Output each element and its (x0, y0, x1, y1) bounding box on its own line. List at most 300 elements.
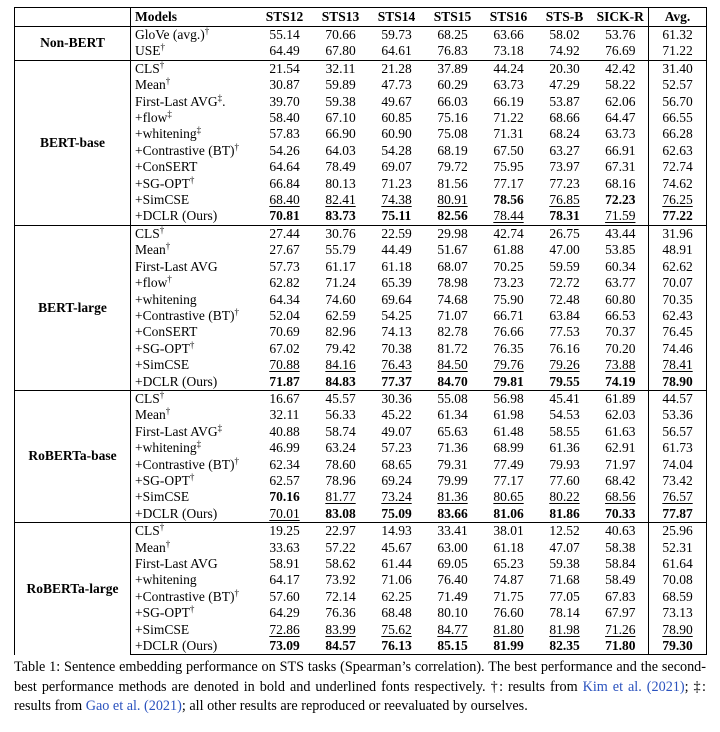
score-value: 68.24 (549, 126, 580, 142)
score-value: 68.66 (549, 110, 580, 126)
table-cell (257, 489, 313, 505)
table-cell (313, 357, 369, 373)
table-cell (425, 176, 481, 192)
avg-value: 78.90 (662, 621, 693, 637)
table-cell (257, 638, 313, 655)
footnote-mark: † (165, 76, 171, 87)
table-cell (425, 572, 481, 588)
table-cell (593, 208, 649, 225)
model-name: +DCLR (Ours) (135, 638, 218, 654)
table-cell (313, 622, 369, 638)
model-name-cell (131, 208, 257, 225)
score-value: 71.31 (493, 126, 524, 142)
score-value: 67.83 (605, 588, 636, 604)
table-cell (537, 242, 593, 258)
table-cell (257, 424, 313, 440)
score-value: 71.49 (437, 588, 468, 604)
caption-label: Table 1: (14, 659, 61, 675)
score-value: 78.31 (549, 208, 580, 224)
score-value: 46.99 (269, 440, 300, 456)
avg-value: 70.35 (662, 291, 693, 307)
score-value: 78.44 (493, 208, 524, 224)
footnote-mark: † (165, 406, 171, 417)
table-cell (649, 473, 707, 489)
score-value: 66.03 (437, 93, 468, 109)
table-cell (313, 506, 369, 523)
table-cell (257, 27, 313, 44)
table-cell (649, 540, 707, 556)
footnote-mark: ‡ (217, 92, 223, 103)
score-value: 77.53 (549, 324, 580, 340)
score-value: 79.81 (493, 373, 524, 389)
score-value: 77.23 (549, 175, 580, 191)
score-value: 60.34 (605, 258, 636, 274)
table-cell (649, 27, 707, 44)
table-cell (257, 341, 313, 357)
caption-text-1: Sentence embedding performance on STS tasks (Spearman’s correlation). The best performance and the second-best performance methods are denoted in bold and underlined fonts respectively. (14, 659, 707, 695)
citation-kim[interactable]: Kim et al. (2021) (582, 678, 685, 695)
footnote-mark: † (159, 224, 165, 235)
score-value: 47.73 (381, 77, 412, 93)
table-cell (649, 275, 707, 291)
score-value: 54.53 (549, 407, 580, 423)
model-name: +flow (135, 110, 168, 126)
avg-value: 74.04 (662, 456, 693, 472)
avg-value: 77.22 (662, 208, 693, 224)
score-value: 39.70 (269, 93, 300, 109)
score-value: 20.30 (549, 60, 580, 76)
table-cell (257, 556, 313, 572)
model-name: +DCLR (Ours) (135, 208, 218, 224)
footnote-mark: † (159, 59, 165, 70)
footnote-mark: † (189, 174, 195, 185)
table-cell (649, 259, 707, 275)
table-cell (537, 638, 593, 655)
table-cell (537, 341, 593, 357)
score-value: 69.07 (381, 159, 412, 175)
table-cell (313, 110, 369, 126)
score-value: 65.39 (381, 275, 412, 291)
score-value: 73.24 (381, 489, 412, 505)
table-cell (481, 341, 537, 357)
score-value: 61.63 (605, 423, 636, 439)
table-cell (257, 259, 313, 275)
score-value: 47.29 (549, 77, 580, 93)
table-cell (369, 192, 425, 208)
score-value: 80.10 (437, 605, 468, 621)
table-cell (593, 341, 649, 357)
table-cell (425, 324, 481, 340)
score-value: 80.22 (549, 489, 580, 505)
column-header-models: Models (131, 8, 257, 27)
score-value: 61.44 (381, 556, 412, 571)
score-value: 43.44 (605, 225, 636, 241)
table-cell (537, 275, 593, 291)
score-value: 61.89 (605, 390, 636, 406)
avg-value: 62.43 (662, 307, 693, 323)
avg-value: 61.64 (662, 556, 693, 571)
footnote-mark: † (234, 306, 239, 317)
group-label: Non-BERT (15, 27, 131, 61)
table-cell (425, 523, 481, 540)
table-cell (537, 308, 593, 324)
score-value: 79.42 (325, 340, 356, 356)
score-value: 70.81 (269, 208, 300, 224)
table-cell (425, 622, 481, 638)
score-value: 59.73 (381, 27, 412, 42)
score-value: 69.64 (381, 291, 412, 307)
avg-value: 70.07 (662, 275, 693, 291)
table-cell (537, 126, 593, 142)
model-name-cell (131, 176, 257, 192)
table-cell (593, 275, 649, 291)
avg-value: 73.13 (662, 605, 693, 621)
table-cell (369, 540, 425, 556)
table-cell (593, 242, 649, 258)
score-value: 79.55 (549, 373, 580, 389)
table-cell (481, 143, 537, 159)
score-value: 71.36 (437, 440, 468, 456)
table-cell (425, 259, 481, 275)
avg-value: 52.57 (662, 77, 693, 93)
avg-value: 62.62 (662, 258, 693, 274)
model-name-cell (131, 556, 257, 572)
score-value: 64.03 (325, 142, 356, 158)
model-name: +Contrastive (BT) (135, 307, 235, 323)
model-name: +DCLR (Ours) (135, 373, 218, 389)
model-name: +ConSERT (135, 159, 198, 175)
table-cell (313, 489, 369, 505)
table-cell (313, 259, 369, 275)
score-value: 68.07 (437, 258, 468, 274)
table-cell (481, 110, 537, 126)
score-value: 33.63 (269, 539, 300, 555)
score-value: 81.36 (437, 489, 468, 505)
score-value: 64.64 (269, 159, 300, 175)
table-row (15, 225, 707, 242)
score-value: 53.76 (605, 27, 636, 42)
table-cell (257, 605, 313, 621)
model-name: Mean (135, 539, 166, 555)
table-cell (649, 110, 707, 126)
score-value: 49.07 (381, 423, 412, 439)
table-cell (369, 473, 425, 489)
score-value: 77.37 (381, 373, 412, 389)
table-cell (313, 440, 369, 456)
score-value: 78.49 (325, 159, 356, 175)
table-cell (649, 192, 707, 208)
table-cell (257, 357, 313, 373)
table-cell (369, 605, 425, 621)
table-cell (537, 192, 593, 208)
model-name: +SG-OPT (135, 472, 190, 488)
score-value: 54.26 (269, 142, 300, 158)
table-caption (14, 658, 706, 717)
footnote-mark: ‡ (217, 422, 223, 433)
table-cell (481, 489, 537, 505)
table-cell (649, 143, 707, 159)
score-value: 71.59 (605, 208, 636, 224)
column-header-sts-b: STS-B (537, 8, 593, 27)
score-value: 57.83 (269, 126, 300, 142)
table-cell (649, 424, 707, 440)
model-name-cell (131, 540, 257, 556)
table-cell (257, 242, 313, 258)
table-cell (313, 292, 369, 308)
footnote-mark: † (234, 141, 239, 152)
table-cell (257, 308, 313, 324)
score-value: 27.44 (269, 225, 300, 241)
score-value: 29.98 (437, 225, 468, 241)
table-cell (593, 94, 649, 110)
table-cell (537, 159, 593, 175)
table-cell (593, 126, 649, 142)
score-value: 42.74 (493, 225, 524, 241)
table-cell (425, 341, 481, 357)
footnote-mark: ‡ (196, 125, 202, 136)
score-value: 81.06 (493, 505, 524, 521)
table-cell (537, 489, 593, 505)
table-cell (257, 225, 313, 242)
table-cell (369, 225, 425, 242)
model-name: +Contrastive (BT) (135, 142, 235, 158)
score-value: 64.49 (269, 43, 300, 59)
score-value: 61.17 (325, 258, 356, 274)
score-value: 76.40 (437, 572, 468, 588)
model-name: +Contrastive (BT) (135, 456, 235, 472)
footnote-mark: ‡ (196, 439, 202, 450)
score-value: 59.38 (325, 93, 356, 109)
column-header-sick-r: SICK-R (593, 8, 649, 27)
score-value: 73.23 (493, 275, 524, 291)
table-cell (313, 208, 369, 225)
model-name-cell (131, 390, 257, 407)
table-cell (593, 43, 649, 60)
score-value: 81.56 (437, 175, 468, 191)
column-header-avg: Avg. (649, 8, 707, 27)
score-value: 47.00 (549, 242, 580, 258)
table-cell (313, 556, 369, 572)
score-value: 70.25 (493, 258, 524, 274)
table-cell (257, 622, 313, 638)
table-cell (313, 572, 369, 588)
table-cell (649, 506, 707, 523)
score-value: 70.33 (605, 505, 636, 521)
table-cell (593, 225, 649, 242)
score-value: 58.22 (605, 77, 636, 93)
score-value: 76.66 (493, 324, 524, 340)
score-value: 77.17 (493, 175, 524, 191)
model-name-cell (131, 143, 257, 159)
model-name-cell (131, 589, 257, 605)
score-value: 79.72 (437, 159, 468, 175)
model-name: First-Last AVG (135, 93, 218, 109)
table-cell (257, 77, 313, 93)
table-cell (593, 506, 649, 523)
table-cell (481, 225, 537, 242)
score-value: 55.14 (269, 27, 300, 42)
footnote-mark: † (167, 274, 172, 285)
table-cell (313, 540, 369, 556)
score-value: 61.34 (437, 407, 468, 423)
table-cell (537, 457, 593, 473)
model-name: USE (135, 43, 161, 59)
score-value: 63.27 (549, 142, 580, 158)
model-name: CLS (135, 60, 160, 76)
score-value: 66.90 (325, 126, 356, 142)
score-value: 61.98 (493, 407, 524, 423)
table-cell (313, 176, 369, 192)
table-cell (481, 390, 537, 407)
table-cell (537, 208, 593, 225)
table-cell (481, 473, 537, 489)
score-value: 63.84 (549, 307, 580, 323)
table-cell (537, 473, 593, 489)
footnote-mark: † (189, 471, 195, 482)
score-value: 63.00 (437, 539, 468, 555)
table-cell (313, 126, 369, 142)
avg-value: 56.57 (662, 423, 693, 439)
table-cell (537, 225, 593, 242)
table-cell (649, 556, 707, 572)
model-name-cell (131, 638, 257, 655)
citation-gao[interactable]: Gao et al. (2021) (85, 698, 182, 714)
score-value: 73.92 (325, 572, 356, 588)
table-cell (313, 225, 369, 242)
score-value: 64.17 (269, 572, 300, 588)
score-value: 22.97 (325, 523, 356, 539)
score-value: 63.24 (325, 440, 356, 456)
table-cell (593, 540, 649, 556)
table-cell (369, 324, 425, 340)
score-value: 67.80 (325, 43, 356, 59)
score-value: 45.22 (381, 407, 412, 423)
score-value: 62.34 (269, 456, 300, 472)
table-cell (369, 259, 425, 275)
table-cell (257, 192, 313, 208)
score-value: 83.08 (325, 505, 356, 521)
score-value: 70.16 (269, 489, 300, 505)
score-value: 84.16 (325, 357, 356, 373)
table-cell (537, 605, 593, 621)
score-value: 66.84 (269, 175, 300, 191)
score-value: 47.07 (549, 539, 580, 555)
table-cell (425, 390, 481, 407)
table-cell (593, 390, 649, 407)
table-row (15, 523, 707, 540)
score-value: 76.85 (549, 192, 580, 208)
table-cell (649, 159, 707, 175)
score-value: 61.18 (381, 258, 412, 274)
table-cell (537, 259, 593, 275)
table-cell (481, 159, 537, 175)
score-value: 32.11 (269, 407, 300, 423)
table-cell (369, 572, 425, 588)
table-cell (313, 457, 369, 473)
score-value: 67.02 (269, 340, 300, 356)
table-cell (593, 374, 649, 391)
score-value: 33.41 (437, 523, 468, 539)
model-name: Mean (135, 407, 166, 423)
table-cell (593, 143, 649, 159)
table-cell (257, 159, 313, 175)
score-value: 27.67 (269, 242, 300, 258)
avg-value: 56.70 (662, 93, 693, 109)
table-cell (649, 390, 707, 407)
score-value: 68.65 (381, 456, 412, 472)
score-value: 56.33 (325, 407, 356, 423)
table-cell (481, 407, 537, 423)
avg-value: 44.57 (662, 390, 693, 406)
score-value: 52.04 (269, 307, 300, 323)
score-value: 82.78 (437, 324, 468, 340)
model-name-cell (131, 506, 257, 523)
table-cell (425, 94, 481, 110)
table-cell (313, 159, 369, 175)
score-value: 71.87 (269, 373, 300, 389)
table-cell (481, 622, 537, 638)
table-cell (313, 638, 369, 655)
score-value: 79.99 (437, 472, 468, 488)
table-cell (537, 523, 593, 540)
avg-value: 78.90 (662, 373, 693, 389)
score-value: 71.23 (381, 175, 412, 191)
table-cell (313, 308, 369, 324)
table-cell (537, 622, 593, 638)
score-value: 80.65 (493, 489, 524, 505)
table-cell (481, 275, 537, 291)
score-value: 60.80 (605, 291, 636, 307)
score-value: 26.75 (549, 225, 580, 241)
score-value: 82.35 (549, 638, 580, 654)
model-name-cell (131, 225, 257, 242)
score-value: 76.36 (325, 605, 356, 621)
table-cell (425, 424, 481, 440)
score-value: 73.88 (605, 357, 636, 373)
footnote-mark: † (159, 522, 165, 533)
score-value: 82.41 (325, 192, 356, 208)
model-name: CLS (135, 390, 160, 406)
table-cell (313, 94, 369, 110)
score-value: 69.05 (437, 556, 468, 571)
score-value: 74.60 (325, 291, 356, 307)
table-cell (481, 589, 537, 605)
table-cell (369, 292, 425, 308)
footnote-mark: † (159, 389, 165, 400)
avg-value: 62.63 (662, 142, 693, 158)
score-value: 71.24 (325, 275, 356, 291)
table-cell (537, 94, 593, 110)
table-cell (369, 110, 425, 126)
table-cell (649, 208, 707, 225)
model-name: CLS (135, 225, 160, 241)
table-cell (593, 424, 649, 440)
score-value: 62.57 (269, 472, 300, 488)
score-value: 84.77 (437, 621, 468, 637)
score-value: 65.63 (437, 423, 468, 439)
score-value: 62.82 (269, 275, 300, 291)
group-label: BERT-large (15, 225, 131, 390)
table-cell (369, 622, 425, 638)
model-name-cell (131, 159, 257, 175)
score-value: 74.87 (493, 572, 524, 588)
table-cell (257, 407, 313, 423)
score-value: 82.56 (437, 208, 468, 224)
avg-value: 76.57 (662, 489, 693, 505)
table-cell (593, 259, 649, 275)
table-cell (481, 126, 537, 142)
table-cell (537, 540, 593, 556)
